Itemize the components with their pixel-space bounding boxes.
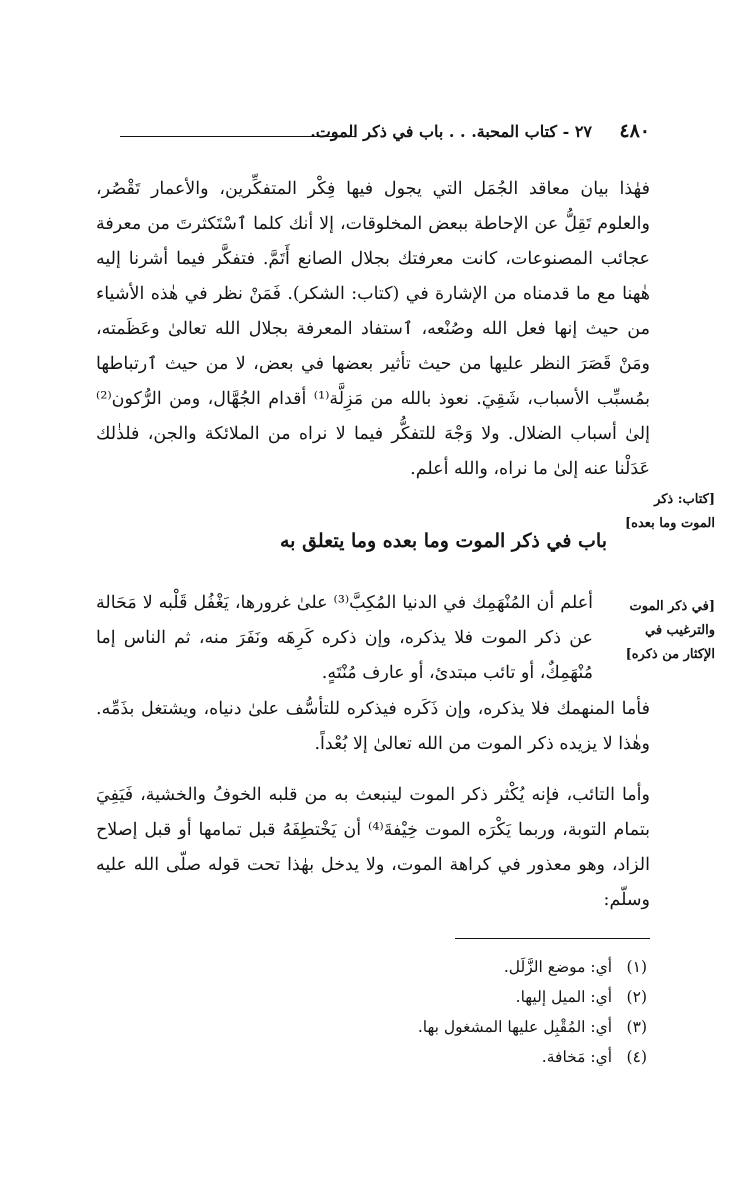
paragraph-remembrance: أعلم أن المُنْهَمِك في الدنيا المُكِبَّ⁽³⁾ علىٰ غرورها، يَغْفُل قَلْبه لا مَحَالة عن ذكر الموت فلا يذكره، وإن ذكره كَرِهَه ونَفَرَ منه، ثم الناس إما مُنْهَمِكٌ، أو تائب مبتدئ، أو عارف مُنْتَهٍ. <box>96 593 593 683</box>
footnote: (٤) أي: مَخافة. <box>541 1048 647 1066</box>
paragraph-engrossed: فأما المنهمك فلا يذكره، وإن ذَكَره فيذكره للتأسُّف علىٰ دنياه، ويشتغل بذَمِّه. وهٰذا لا يزيده ذكر الموت من الله تعالىٰ إلا بُعْداً. <box>96 699 650 754</box>
margin-note-book: [كتاب: ذكر الموت وما بعده] <box>625 492 715 531</box>
running-header <box>120 120 650 152</box>
paragraph-intro: فهٰذا بيان معاقد الجُمَل التي يجول فيها فِكْر المتفكِّرين، والأعمار تَقْصُر، والعلوم تَقِلُّ عن الإحاطة ببعض المخلوقات، إلا أنك كلما ٱسْتَكثرتَ من معرفة عجائب المصنوعات، كانت معرفتك بجلال الصانع أَتَمَّ. فتفكَّر فيما أشرنا إليه هٰهنا مع ما قدمناه من الإشارة في (كتاب: الشكر). فَمَنْ نظر في هٰذه الأشياء من حيث إنها فعل الله وصُنْعه، ٱستفاد المعرفة بجلال الله تعالىٰ وعَظَمته، ومَنْ قَصَرَ النظر عليها من حيث تأثير بعضها في بعض، لا من حيث ٱرتباطها بمُسبِّب الأسباب، شَقِيَ. نعوذ بالله من مَزِلَّة⁽¹⁾ أقدام الجُهَّال، ومن الرُّكون⁽²⁾ إلىٰ أسباب الضلال. ولا وَجْهَ للتفكُّر فيما لا نراه من الملائكة والجن، فلذٰلك عَدَلْنا عنه إلىٰ ما نراه، والله أعلم. <box>96 179 650 479</box>
section-title: باب في ذكر الموت وما بعده وما يتعلق به <box>279 530 607 552</box>
footnote-rule <box>455 938 650 939</box>
running-title: ٢٧ - كتاب المحبة. . . باب في ذكر الموت. <box>310 122 592 141</box>
page-number: ٤٨٠ <box>619 120 650 142</box>
footnote: (١) أي: موضع الزَّلَل. <box>503 958 647 976</box>
footnote: (٣) أي: المُقْبِل عليها المشغول بها. <box>417 1018 647 1036</box>
paragraph-repentant: وأما التائب، فإنه يُكْثر ذكر الموت لينبعث به من قلبه الخوفُ والخشية، فَيَفِيَ بتمام التوبة، وربما يَكْرَه الموت خِيْفةَ⁽⁴⁾ أن يَخْتطِفَهُ قبل تمامها أو قبل إصلاح الزاد، وهو معذور في كراهة الموت، ولا يدخل بهٰذا تحت قوله صلّى الله عليه وسلّم: <box>96 785 650 910</box>
margin-note-chapter: [في ذكر الموت والترغيب في الإكثار من ذكره] <box>625 599 715 662</box>
header-rule <box>120 136 355 137</box>
footnote: (٢) أي: الميل إليها. <box>515 988 647 1006</box>
